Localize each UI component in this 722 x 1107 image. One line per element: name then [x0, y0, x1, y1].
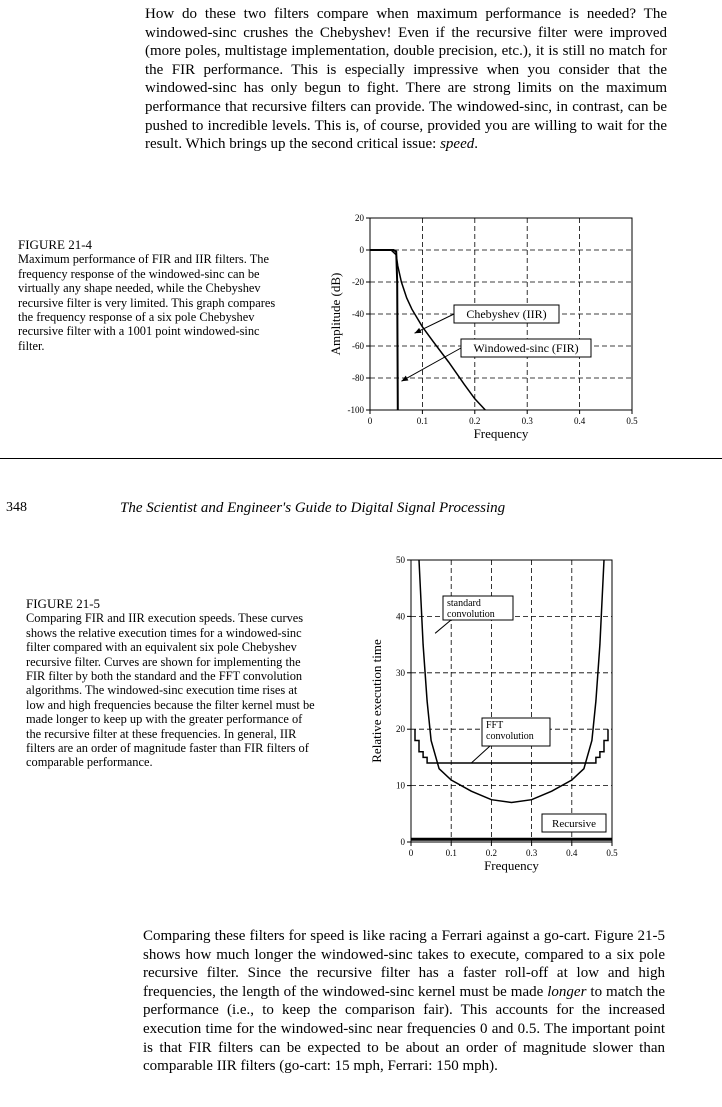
legend-label: standard: [447, 598, 481, 609]
x-axis-title: Frequency: [484, 858, 539, 873]
x-tick-label: 0: [408, 848, 414, 858]
x-tick-label: 0.4: [566, 848, 578, 858]
y-tick-label: -20: [352, 277, 364, 287]
legend-label: Windowed-sinc (FIR): [473, 341, 579, 355]
x-tick-label: 0.4: [573, 416, 586, 426]
x-axis-title: Frequency: [473, 426, 529, 441]
book-title: The Scientist and Engineer's Guide to Digital Signal Processing: [120, 500, 506, 516]
x-tick-label: 0: [367, 416, 373, 426]
x-tick-label: 0.2: [485, 848, 498, 858]
caption-text: Comparing FIR and IIR execution speeds. These curves shows the relative execution times for a windowed-sinc filter compared with an equivalent six pole Chebyshev recursive filter. Curves are shown for implementing the FIR filter by both the standard and the FFT convolution algorithms. The windowed-sinc execution time rises at low and high frequencies because the filter kernel must be made longer to keep up with the greater performance of the recursive filter at these frequencies. In general, IIR filters are an order of magnitude faster than FIR filters of comparable performance.: [26, 611, 315, 770]
y-tick-label: 50: [396, 555, 405, 565]
figure-label: FIGURE 21-4: [18, 237, 93, 252]
x-tick-label: 0.1: [445, 848, 457, 858]
y-tick-label: 30: [396, 667, 405, 678]
y-tick-label: 20: [396, 724, 405, 735]
legend-label: FFT: [486, 720, 504, 731]
x-tick-label: 0.2: [469, 416, 481, 426]
x-tick-label: 0.1: [416, 416, 429, 426]
y-tick-label: 20: [355, 213, 364, 223]
y-axis-title: Amplitude (dB): [328, 272, 343, 356]
legend-label: convolution: [486, 731, 534, 742]
y-tick-label: -40: [352, 309, 364, 319]
paragraph-top: How do these two filters compare when maximum performance is needed? The windowed-sinc crushes the Chebyshev! Even if the recursive filter were improved (more poles, multistage implementation, double precision, etc.), it is still no match for the FIR performance. This is especially impressive when you consider that the windowed-sinc has only begun to fight. There are strong limits on the maximum performance that recursive filters can provide. The windowed-sinc, in contrast, can be pushed to incredible levels. This is, of course, provided you are willing to wait for the result. Which brings up the second critical issue: speed.: [145, 6, 667, 153]
y-tick-label: 40: [396, 611, 405, 622]
y-axis-title: Relative execution time: [369, 639, 384, 763]
figure-label: FIGURE 21-5: [26, 596, 101, 611]
x-tick-label: 0.3: [521, 416, 533, 426]
caption-text: Maximum performance of FIR and IIR filters. The frequency response of the windowed-sinc can be virtually any shape needed, while the Chebyshev recursive filter is very limited. This graph compares the frequency response of a six pole Chebyshev recursive filter with a 1001 point windowed-sinc filter.: [18, 252, 276, 353]
x-tick-label: 0.5: [606, 848, 618, 858]
page-number: 348: [6, 500, 27, 515]
legend-label: Chebyshev (IIR): [466, 307, 547, 321]
paragraph-bottom: Comparing these filters for speed is like racing a Ferrari against a go-cart. Figure 21-5 shows how much longer the windowed-sinc takes to execute, compared to a six pole recursive filter. Since the recursive filter has a faster roll-off at low and high frequencies, the length of the windowed-sinc kernel must be made longer to match the performance (i.e., to keep the comparison fair). This accounts for the increased execution time for the windowed-sinc near frequencies 0 and 0.5. The important point is that FIR filters can be expected to be about an order of magnitude slower than comparable IIR filters (go-cart: 15 mph, Ferrari: 150 mph).: [143, 928, 666, 1075]
y-tick-label: -60: [352, 341, 364, 351]
y-tick-label: 10: [396, 780, 405, 791]
x-tick-label: 0.3: [525, 848, 538, 858]
x-tick-label: 0.5: [626, 416, 638, 426]
y-tick-label: 0: [359, 245, 364, 255]
legend-label: Recursive: [552, 818, 596, 830]
legend-label: convolution: [447, 609, 495, 620]
y-tick-label: 0: [400, 837, 405, 847]
y-tick-label: -80: [352, 373, 364, 383]
annotation-pointer: [435, 620, 451, 633]
annotation-pointer: [471, 746, 490, 763]
y-tick-label: -100: [347, 405, 364, 415]
